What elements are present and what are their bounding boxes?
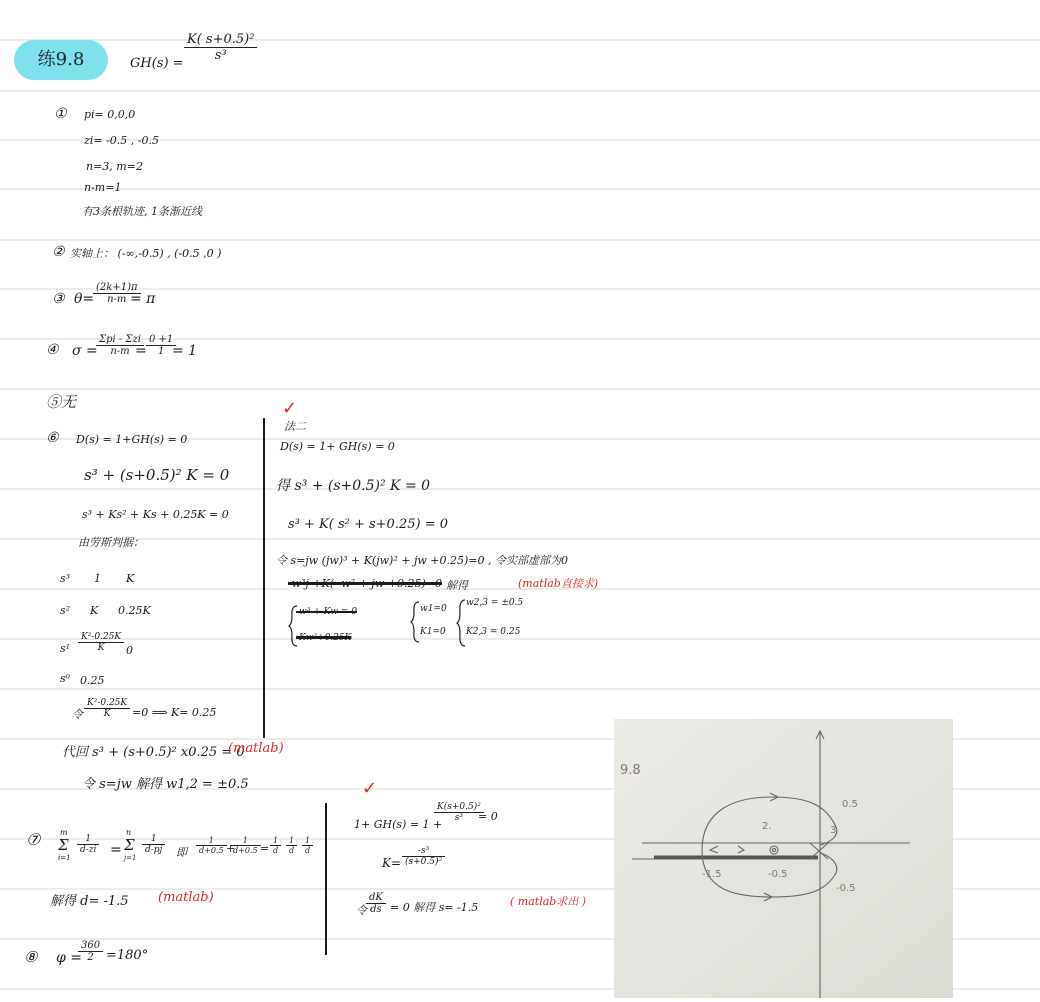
step-7r-num: K(s+0.5)² [434,802,484,813]
method-2-system-eq-2: -Kw²+0.25K [296,633,352,643]
photo-label-3: 3 [830,825,837,836]
solution-1-k: K1=0 [420,627,446,637]
step-8-rhs: =180° [106,948,149,963]
routh-s1-fraction [78,632,124,653]
step-8-lhs: φ = [56,950,82,966]
step-7-frac-3 [196,836,227,855]
gh-numerator: K( s+0.5)² [184,32,257,48]
step-2-real-axis: 实轴上： (-∞,-0.5) , (-0.5 ,0 ) [70,247,222,260]
step-7-frac-6 [286,836,297,855]
step-6-marker: ⑥ [46,430,59,446]
step-7-frac-4-num: 1 [230,836,261,846]
step-7r-k-num: -s³ [402,846,445,857]
step-7-sum1: Σ [58,836,69,854]
checkmark-upper: ✓ [282,398,298,419]
routh-s1-den: K [97,643,105,653]
step-6-routh-label: 由劳斯判据： [78,536,144,549]
routh-s2-label: s² [60,604,71,617]
method-2-system-eq-1: -w³ + Kw = 0 [296,607,358,617]
step-8-num: 360 [78,940,103,952]
step-1-nm: n=3, m=2 [86,160,143,173]
routh-s3-c2: K [126,572,135,585]
brace-solution-1 [410,600,420,644]
routh-s3-label: s³ [60,572,71,585]
method-2-struck-line: -w³j +K( -w² + jw +0.25)=0 [288,577,442,590]
step-7-frac-3-num: 1 [196,836,227,846]
brace-solution-2 [456,598,466,648]
routh-s1-c2: 0 [126,644,133,657]
step-7r-eq-rhs: = 0 [478,810,498,823]
step-7-ji: 即 [176,846,187,859]
step-7-eq-1: = [110,842,122,858]
method-2-expand: 得 s³ + (s+0.5)² K = 0 [276,478,431,494]
step-7-frac-5-den: d [273,846,279,855]
photo-label-2: 2. [762,821,772,832]
step-6-let-rhs: =0 ⟹ K= 0.25 [132,706,217,719]
routh-s2-c1: K [90,604,99,617]
step-7-sum2-bot: j=1 [124,854,137,862]
step-7-frac-7-num: 1 [302,836,313,846]
step-4-num-1: Σpi - Σzi [96,334,144,346]
step-7-frac-1-num: 1 [77,834,99,845]
photo-label-neg-0-5: -0.5 [768,869,788,880]
step-7r-den: s³ [454,813,464,823]
step-6-matlab-note: (matlab) [228,741,284,756]
root-locus-photo [614,719,953,998]
step-6-expand: s³ + (s+0.5)² K = 0 [84,466,230,484]
root-locus-sketch [614,719,953,998]
gh-fraction [184,32,257,63]
routh-s1-num: K²-0.25K [78,632,124,643]
step-1-conclusion: 有3条根轨迹, 1条渐近线 [82,205,202,218]
step-7r-eq-lhs: 1+ GH(s) = 1 + [354,818,443,831]
step-7-frac-6-den: d [289,846,295,855]
routh-s1-label: s¹ [60,642,71,655]
step-7-matlab-note: (matlab) [158,890,214,905]
step-7-frac-6-num: 1 [286,836,297,846]
brace-system [288,604,298,648]
step-7-frac-7 [302,836,313,855]
step-7r-deriv [366,892,386,915]
step-4-num-2: 0 +1 [146,334,176,346]
gh-label: GH(s) = [130,56,184,71]
step-7-result: 解得 d= -1.5 [50,894,129,909]
step-5: ⑤无 [46,393,77,411]
step-7-sum1-bot: i=1 [58,854,71,862]
step-4-lhs: σ = [72,343,98,359]
step-7r-fraction [434,802,484,823]
step-7-frac-3-den: d+0.5 [199,846,224,855]
step-3-lhs: θ= [74,291,95,307]
step-3-rhs: = π [130,291,156,307]
step-6-let-fraction [84,698,130,719]
step-7-eq-2: = [260,842,270,855]
gh-denominator: s³ [214,48,227,63]
routh-s3-c1: 1 [94,572,101,585]
step-6-char-eq: D(s) = 1+GH(s) = 0 [76,433,188,446]
routh-s2-c2: 0.25K [118,604,151,617]
step-6-let-num: K²-0.25K [84,698,130,709]
step-7-frac-5 [270,836,281,855]
divider-upper [263,418,265,738]
step-6-result: 令 s=jw 解得 w1,2 = ±0.5 [82,777,249,792]
solution-1-w: w1=0 [420,604,447,614]
step-6-let-den: K [103,709,111,719]
step-3-den: n-m [107,294,127,305]
method-2-char-eq: D(s) = 1+ GH(s) = 0 [280,440,395,453]
step-7r-k-den: (s+0.5)² [405,857,443,867]
step-7-frac-1-den: d-zi [80,845,97,855]
step-7r-k-label: K= [382,856,402,870]
step-7-frac-2-den: d-pj [145,845,163,855]
method-2-solve-label: 解得 [446,579,468,592]
photo-label-neg-1-5: -1.5 [702,869,722,880]
step-7r-result: = 0 解得 s= -1.5 [390,901,479,914]
step-7r-k-fraction [402,846,445,867]
step-7-sum2-top: n [126,828,132,837]
step-7-sum2: Σ [124,836,135,854]
step-7r-let: 令 [356,904,367,917]
step-4-den-1: n-m [110,346,130,357]
step-7-frac-5-num: 1 [270,836,281,846]
method-2-sub-jw: 令 s=jw (jw)³ + K(jw)² + jw +0.25)=0 , 令实部虚部为0 [276,554,568,567]
step-3-marker: ③ [52,291,65,307]
step-7-plus: + [226,842,236,855]
step-2-marker: ② [52,244,65,260]
step-7-frac-7-den: d [305,846,311,855]
method-2-label: 法二 [284,420,306,433]
step-1-marker: ① [54,106,67,122]
step-8-den: 2 [87,952,94,963]
step-7r-deriv-num: dK [366,892,386,904]
step-6-let: 令 [72,708,83,721]
routh-s0-label: s⁰ [60,672,71,685]
step-7r-matlab-note: ( matlab求出 ) [510,895,587,908]
divider-lower [325,803,327,955]
solution-2-k: K2,3 = 0.25 [466,627,521,637]
step-4-den-2: 1 [157,346,165,357]
solution-2-w: w2,3 = ±0.5 [466,598,524,608]
step-7-frac-4 [230,836,261,855]
step-7-frac-2 [142,834,165,855]
step-7-frac-4-den: d+0.5 [233,846,258,855]
photo-label-neg-0-5-axis: -0.5 [836,883,856,894]
step-4-marker: ④ [46,342,59,358]
method-2-factor: s³ + K( s² + s+0.25) = 0 [288,517,449,532]
step-6-poly: s³ + Ks² + Ks + 0.25K = 0 [82,508,229,521]
step-1-diff: n-m=1 [84,181,122,194]
checkmark-lower: ✓ [362,778,378,799]
step-4-rhs: = 1 [172,343,198,359]
step-1-poles: pi= 0,0,0 [84,108,136,121]
step-7-sum1-top: m [60,828,68,837]
step-1-zeros: zi= -0.5 , -0.5 [84,134,159,147]
step-8-fraction [78,940,103,963]
method-2-matlab-note: (matlab直接求) [518,577,599,590]
step-7-frac-2-num: 1 [142,834,165,845]
photo-title: 9.8 [620,763,641,778]
photo-label-0-5: 0.5 [842,799,858,810]
step-3-num: (2k+1)π [93,282,141,294]
routh-s0-c1: 0.25 [80,674,105,687]
step-7r-deriv-den: ds [370,904,382,915]
step-6-substitute: 代回 s³ + (s+0.5)² x0.25 = 0 [62,745,245,760]
step-7-frac-1 [77,834,99,855]
exercise-badge: 练9.8 [14,40,108,80]
step-8-marker: ⑧ [24,948,38,966]
step-7-marker: ⑦ [26,830,41,849]
step-4-eq: = [135,343,147,359]
